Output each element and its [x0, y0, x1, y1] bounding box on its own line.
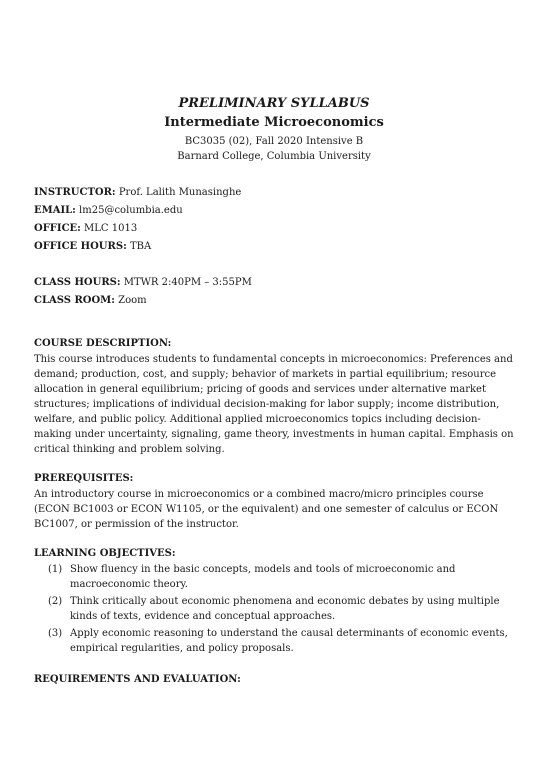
list-item — [48, 626, 514, 656]
objectives-list — [34, 562, 514, 656]
course-name: Intermediate Microeconomics — [164, 115, 384, 130]
instructor-value: Prof. Lalith Munasinghe — [115, 187, 242, 198]
instructor-line — [34, 184, 514, 202]
objective-text: Think critically about economic phenomena and economic debates by using multiple kinds of texts, evidence and conceptual approaches. — [70, 596, 500, 622]
list-item — [48, 562, 514, 592]
requirements-heading: REQUIREMENTS AND EVALUATION: — [34, 674, 241, 685]
class-room-label: CLASS ROOM: — [34, 295, 115, 306]
course-description-heading: COURSE DESCRIPTION: — [34, 338, 172, 349]
office-label: OFFICE: — [34, 223, 81, 234]
office-line — [34, 220, 514, 238]
course-code: BC3035 (02), Fall 2020 Intensive B — [184, 136, 364, 147]
instructor-label: INSTRUCTOR: — [34, 187, 116, 198]
email-value: lm25@columbia.edu — [75, 205, 183, 216]
syllabus-page — [34, 96, 514, 688]
instructor-info — [34, 184, 514, 256]
class-hours-label: CLASS HOURS: — [34, 277, 121, 288]
list-item — [48, 594, 514, 624]
office-value: MLC 1013 — [80, 223, 138, 234]
office-hours-value: TBA — [126, 241, 152, 252]
prerequisites-text: An introductory course in microeconomics or a combined macro/micro principles course (ECON BC1003 or ECON W1105, or the equivalent) and one semester of calculus or ECON BC1007, or permission of the instructor. — [34, 489, 499, 530]
learning-objectives-section — [34, 546, 514, 656]
office-hours-line — [34, 238, 514, 256]
document-title: PRELIMINARY SYLLABUS — [178, 96, 370, 111]
objective-text: Show fluency in the basic concepts, models and tools of microeconomic and macroeconomic theory. — [70, 564, 456, 590]
course-description-section — [34, 336, 514, 457]
institution: Barnard College, Columbia University — [177, 151, 371, 162]
learning-objectives-heading: LEARNING OBJECTIVES: — [34, 548, 176, 559]
class-info — [34, 274, 514, 310]
office-hours-label: OFFICE HOURS: — [34, 241, 127, 252]
objective-number: (2) — [48, 596, 63, 607]
requirements-section — [34, 672, 514, 688]
prerequisites-heading: PREREQUISITES: — [34, 473, 134, 484]
email-label: EMAIL: — [34, 205, 76, 216]
course-description-text: This course introduces students to fundamental concepts in microeconomics: Preferences and demand; production, cost, and supply; behavior of markets in partial equilibrium; resource allocation in general equilibrium; pricing of goods and services under alternative market structures; implications of individual decision-making for labor supply; income distribution, welfare, and public policy. Additional applied microeconomics topics including decision-making under uncertainty, signaling, game theory, investments in human capital. Emphasis on critical thinking and problem solving. — [34, 354, 514, 455]
class-room-value: Zoom — [114, 295, 147, 306]
email-line — [34, 202, 514, 220]
class-room-line — [34, 292, 514, 310]
prerequisites-section — [34, 471, 514, 532]
objective-number: (3) — [48, 628, 63, 639]
class-hours-value: MTWR 2:40PM – 3:55PM — [120, 277, 252, 288]
class-hours-line — [34, 274, 514, 292]
objective-text: Apply economic reasoning to understand the causal determinants of economic events, empirical regularities, and policy proposals. — [70, 628, 508, 654]
objective-number: (1) — [48, 564, 63, 575]
